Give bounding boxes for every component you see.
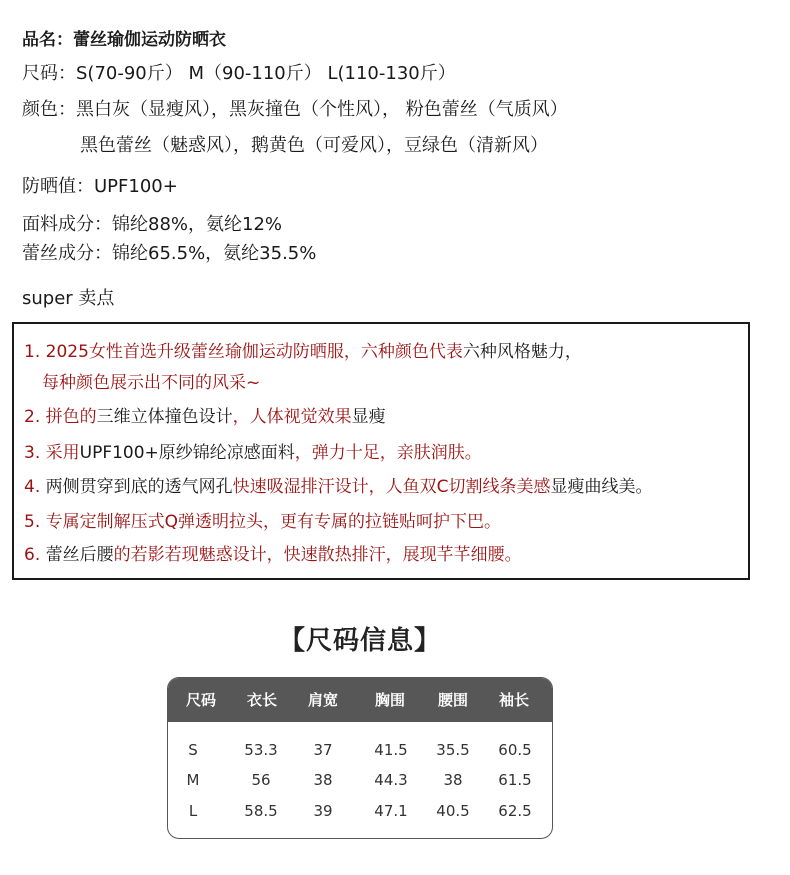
colors-line-2: 黑色蕾丝（魅惑风），鹅黄色（可爱风），豆绿色（清新风）: [80, 135, 548, 156]
row-m-waist: 38: [443, 771, 463, 789]
header-length: 衣长: [246, 691, 277, 709]
header-size: 尺码: [185, 691, 216, 709]
row-l-length: 58.5: [244, 802, 278, 820]
row-m-size: M: [186, 771, 200, 789]
row-l-size: L: [188, 802, 198, 820]
row-s-size: S: [188, 741, 198, 759]
header-shoulder: 肩宽: [307, 691, 338, 709]
row-s-chest: 41.5: [374, 741, 408, 759]
header-chest: 胸围: [374, 691, 405, 709]
row-s-waist: 35.5: [436, 741, 470, 759]
row-s-length: 53.3: [244, 741, 278, 759]
selling-point-3: 3. 采用UPF100+原纱锦纶凉感面料，弹力十足，亲肤润肤。: [24, 443, 482, 463]
selling-point-1: 1. 2025女性首选升级蕾丝瑜伽运动防晒服，六种颜色代表六种风格魅力，: [24, 342, 582, 362]
row-l-chest: 47.1: [374, 802, 408, 820]
selling-point-6: 6. 蕾丝后腰的若影若现魅惑设计，快速散热排汗，展现芊芊细腰。: [24, 545, 522, 565]
lace-composition: 蕾丝成分：锦纶65.5%，氨纶35.5%: [22, 243, 317, 264]
table-row: [168, 796, 552, 826]
size-table-header: [168, 678, 552, 722]
selling-points-title: super 卖点: [22, 288, 115, 309]
table-row: [168, 765, 552, 795]
row-s-shoulder: 37: [313, 741, 333, 759]
selling-point-2: 2. 拼色的三维立体撞色设计，人体视觉效果显瘦: [24, 407, 386, 427]
upf-value: 防晒值：UPF100+: [22, 176, 178, 197]
product-name: 品名：蕾丝瑜伽运动防晒衣: [22, 30, 226, 50]
fabric-composition: 面料成分：锦纶88%，氨纶12%: [22, 214, 283, 235]
selling-point-1-continued: 每种颜色展示出不同的风采~: [42, 373, 261, 393]
colors-line-1: 颜色：黑白灰（显瘦风），黑灰撞色（个性风）， 粉色蕾丝（气质风）: [22, 99, 568, 120]
row-l-waist: 40.5: [436, 802, 470, 820]
row-m-length: 56: [251, 771, 271, 789]
row-m-sleeve: 61.5: [498, 771, 532, 789]
header-sleeve: 袖长: [498, 691, 529, 709]
size-range: 尺码：S(70-90斤） M（90-110斤） L(110-130斤）: [22, 63, 456, 84]
selling-point-5: 5. 专属定制解压式Q弹透明拉头，更有专属的拉链贴呵护下巴。: [24, 512, 502, 532]
size-table: [167, 677, 553, 839]
row-l-sleeve: 62.5: [498, 802, 532, 820]
selling-points-box: [12, 322, 750, 580]
row-m-chest: 44.3: [374, 771, 408, 789]
row-s-sleeve: 60.5: [498, 741, 532, 759]
selling-point-4: 4. 两侧贯穿到底的透气网孔快速吸湿排汗设计，人鱼双C切割线条美感显瘦曲线美。: [24, 477, 653, 497]
row-m-shoulder: 38: [313, 771, 333, 789]
size-info-heading: 【尺码信息】: [278, 626, 441, 656]
row-l-shoulder: 39: [313, 802, 333, 820]
header-waist: 腰围: [437, 691, 468, 709]
table-row: [168, 735, 552, 765]
